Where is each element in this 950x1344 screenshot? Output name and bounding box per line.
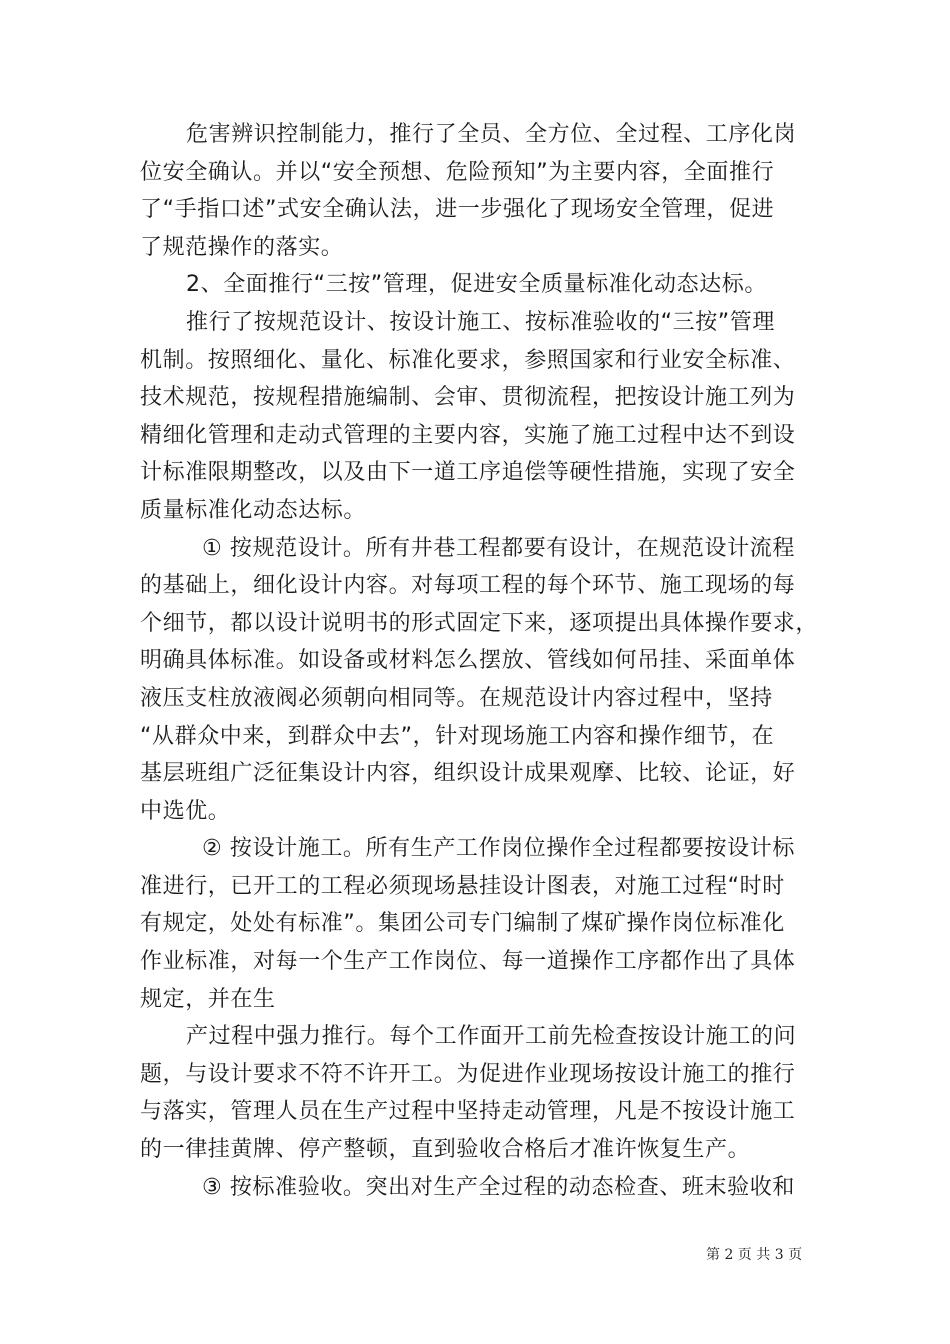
text-line: 作业标准，对每一个生产工作岗位、每一道操作工序都作出了具体 <box>140 949 796 975</box>
text-line: 液压支柱放液阀必须朝向相同等。在规范设计内容过程中，坚持 <box>140 685 773 711</box>
text-line: 题，与设计要求不符不许开工。为促进作业现场按设计施工的推行 <box>140 1061 796 1087</box>
text-line: 精细化管理和走动式管理的主要内容，实施了施工过程中达不到设 <box>140 422 796 448</box>
text-line: ① 按规范设计。所有井巷工程都要有设计，在规范设计流程 <box>202 535 795 561</box>
text-line: 明确具体标准。如设备或材料怎么摆放、管线如何吊挂、采面单体 <box>140 648 796 674</box>
text-line: 与落实，管理人员在生产过程中坚持走动管理，凡是不按设计施工 <box>140 1099 796 1125</box>
page-number: 第 2 页 共 3 页 <box>706 1247 803 1263</box>
text-line: 位安全确认。并以“安全预想、危险预知”为主要内容，全面推行 <box>140 159 775 185</box>
text-line: ③ 按标准验收。突出对生产全过程的动态检查、班末验收和 <box>202 1174 795 1200</box>
text-line: 危害辨识控制能力，推行了全员、全方位、全过程、工序化岗 <box>186 122 797 147</box>
text-line: 计标准限期整改，以及由下一道工序追偿等硬性措施，实现了安全 <box>140 460 796 486</box>
text-line: 准进行，已开工的工程必须现场悬挂设计图表，对施工过程“时时 <box>140 873 785 899</box>
text-line: 了规范操作的落实。 <box>140 234 344 260</box>
text-line: 基层班组广泛征集设计内容，组织设计成果观摩、比较、论证，好 <box>140 761 796 787</box>
text-line: 有规定，处处有标准”。集团公司专门编制了煤矿操作岗位标准化 <box>140 911 785 937</box>
text-line: 规定，并在生 <box>140 986 276 1012</box>
text-line: 产过程中强力推行。每个工作面开工前先检查按设计施工的问 <box>186 1024 797 1050</box>
text-line: 2、全面推行“三按”管理，促进安全质量标准化动态达标。 <box>186 272 767 298</box>
text-line: “从群众中来，到群众中去”，针对现场施工内容和操作细节，在 <box>140 723 775 749</box>
text-line: 个细节，都以设计说明书的形式固定下来，逐项提出具体操作要求， <box>140 610 819 636</box>
text-line: 技术规范，按规程措施编制、会审、贯彻流程，把按设计施工列为 <box>140 385 796 411</box>
text-line: 中选优。 <box>140 798 231 824</box>
text-line: 机制。按照细化、量化、标准化要求，参照国家和行业安全标准、 <box>140 347 796 373</box>
text-line: 的基础上，细化设计内容。对每项工程的每个环节、施工现场的每 <box>140 573 796 599</box>
text-line: ② 按设计施工。所有生产工作岗位操作全过程都要按设计标 <box>202 836 795 862</box>
body-text <box>140 116 830 1206</box>
text-line: 了“手指口述”式安全确认法，进一步强化了现场安全管理，促进 <box>140 197 775 223</box>
text-line: 推行了按规范设计、按设计施工、按标准验收的“三按”管理 <box>186 309 775 335</box>
text-line: 质量标准化动态达标。 <box>140 497 367 523</box>
text-line: 的一律挂黄牌、停产整顿，直到验收合格后才准许恢复生产。 <box>140 1137 751 1163</box>
